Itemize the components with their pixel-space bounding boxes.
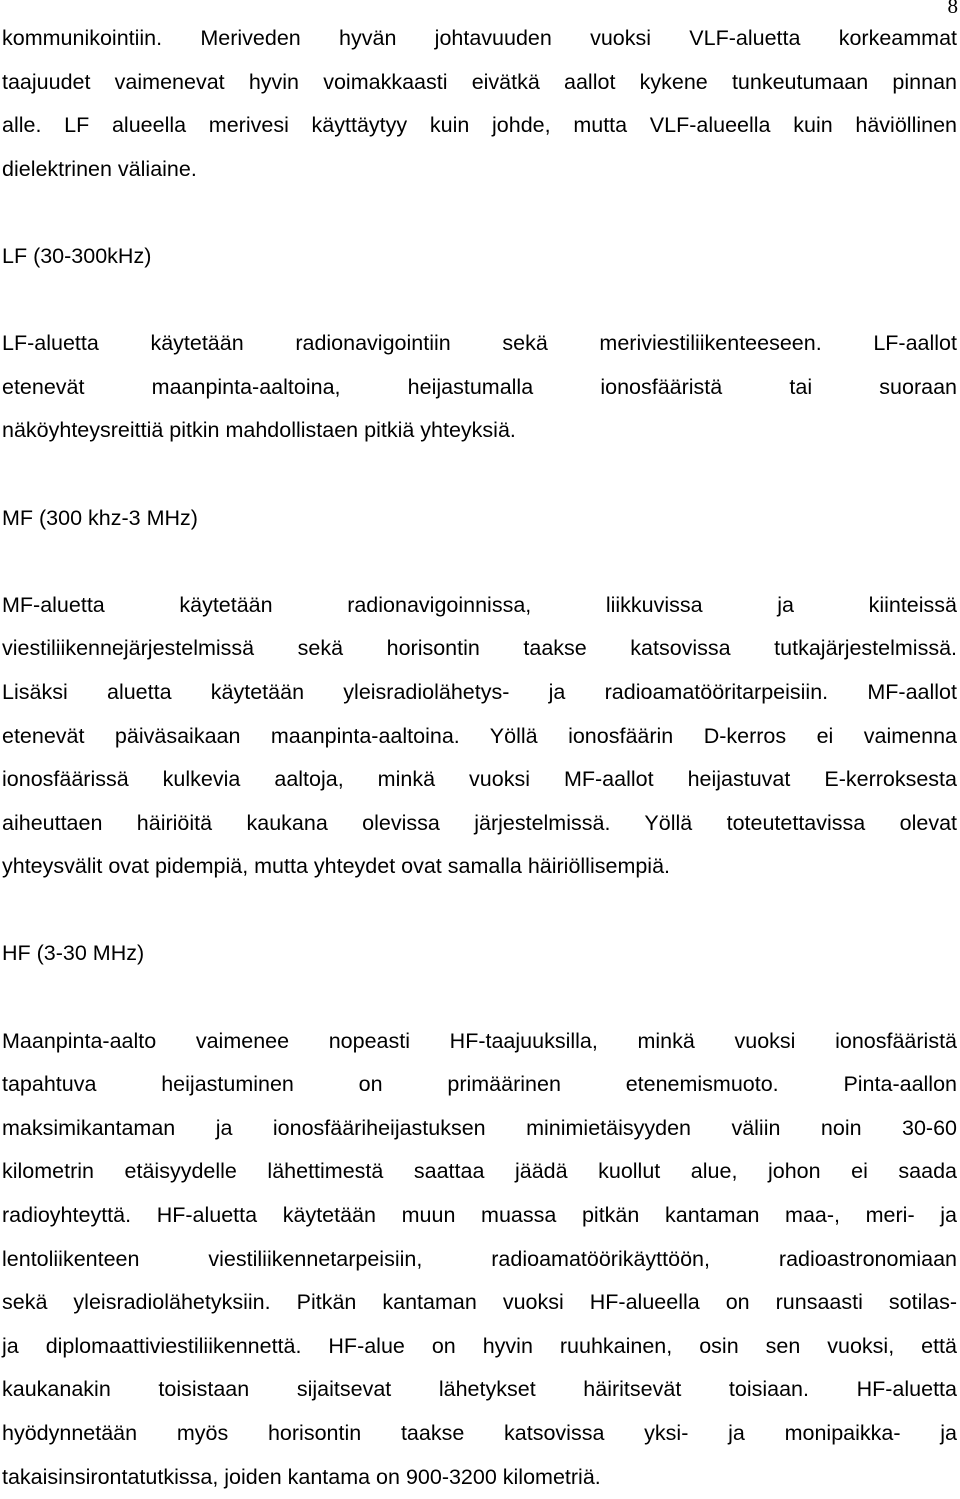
paragraph-spacer (2, 453, 957, 497)
text-line: sekä yleisradiolähetyksiin. Pitkän kantaman vuoksi HF-alueella on runsaasti sotilas- (2, 1290, 957, 1315)
paragraph-spacer (2, 889, 957, 933)
text-line: kaukanakin toisistaan sijaitsevat lähetykset häiritsevät toisiaan. HF-aluetta (2, 1377, 957, 1402)
page-number: 8 (947, 0, 958, 18)
body-paragraph (2, 17, 957, 191)
section-heading (2, 497, 957, 541)
text-line: lentoliikenteen viestiliikennetarpeisiin, radioamatöörikäyttöön, radioastronomiaan (2, 1246, 957, 1271)
text-line: LF-aluetta käytetään radionavigointiin sekä meriviestiliikenteeseen. LF-aallot (2, 331, 957, 356)
text-line: etenevät maanpinta-aaltoina, heijastumalla ionosfääristä tai suoraan (2, 374, 957, 399)
text-line: etenevät päiväsaikaan maanpinta-aaltoina. Yöllä ionosfäärin D-kerros ei vaimenna (2, 723, 957, 748)
text-line: MF-aluetta käytetään radionavigoinnissa, liikkuvissa ja kiinteissä (2, 592, 957, 617)
text-line: aiheuttaen häiriöitä kaukana olevissa järjestelmissä. Yöllä toteutettavissa olevat (2, 810, 957, 835)
text-line: ja diplomaattiviestiliikennettä. HF-alue on hyvin ruuhkainen, osin sen vuoksi, että (2, 1333, 957, 1358)
text-line: kommunikointiin. Meriveden hyvän johtavuuden vuoksi VLF-aluetta korkeammat (2, 26, 957, 50)
text-line: tapahtuva heijastuminen on primäärinen etenemismuoto. Pinta-aallon (2, 1072, 957, 1097)
paragraph-spacer (2, 540, 957, 584)
section-heading (2, 235, 957, 279)
text-line: Maanpinta-aalto vaimenee nopeasti HF-taajuuksilla, minkä vuoksi ionosfääristä (2, 1028, 957, 1053)
text-line: LF (30-300kHz) (2, 243, 152, 268)
document-page (2, 17, 957, 1499)
text-line: ionosfäärissä kulkevia aaltoja, minkä vuoksi MF-aallot heijastuvat E-kerroksesta (2, 767, 957, 792)
body-paragraph (2, 584, 957, 889)
text-line: radioyhteyttä. HF-aluetta käytetään muun muassa pitkän kantaman maa-, meri- ja (2, 1203, 957, 1228)
text-line: yhteysvälit ovat pidempiä, mutta yhteydet ovat samalla häiriöllisempiä. (2, 854, 671, 879)
text-line: hyödynnetään myös horisontin taakse katsovissa yksi- ja monipaikka- ja (2, 1421, 957, 1445)
text-line: MF (300 khz-3 MHz) (2, 505, 198, 530)
text-line: taajuudet vaimenevat hyvin voimakkaasti eivätkä aallot kykene tunkeutumaan pinnan (2, 69, 957, 94)
text-line: kilometrin etäisyydelle lähettimestä saattaa jäädä kuollut alue, johon ei saada (2, 1159, 957, 1184)
text-line: näköyhteysreittiä pitkin mahdollistaen pitkiä yhteyksiä. (2, 418, 516, 443)
paragraph-spacer (2, 279, 957, 323)
paragraph-spacer (2, 191, 957, 235)
text-line: dielektrinen väliaine. (2, 156, 197, 181)
text-line: Lisäksi aluetta käytetään yleisradiolähetys- ja radioamatööritarpeisiin. MF-aallot (2, 679, 957, 704)
section-heading (2, 932, 957, 976)
text-line: viestiliikennejärjestelmissä sekä horisontin taakse katsovissa tutkajärjestelmissä. (2, 636, 957, 661)
text-line: maksimikantaman ja ionosfääriheijastuksen minimietäisyyden väliin noin 30-60 (2, 1115, 957, 1140)
body-paragraph (2, 322, 957, 453)
text-line: HF (3-30 MHz) (2, 941, 145, 966)
text-line: takaisinsirontatutkissa, joiden kantama on 900-3200 kilometriä. (2, 1464, 601, 1489)
body-paragraph (2, 1020, 957, 1499)
paragraph-spacer (2, 976, 957, 1020)
text-line: alle. LF alueella merivesi käyttäytyy kuin johde, mutta VLF-alueella kuin häviöllinen (2, 113, 957, 138)
